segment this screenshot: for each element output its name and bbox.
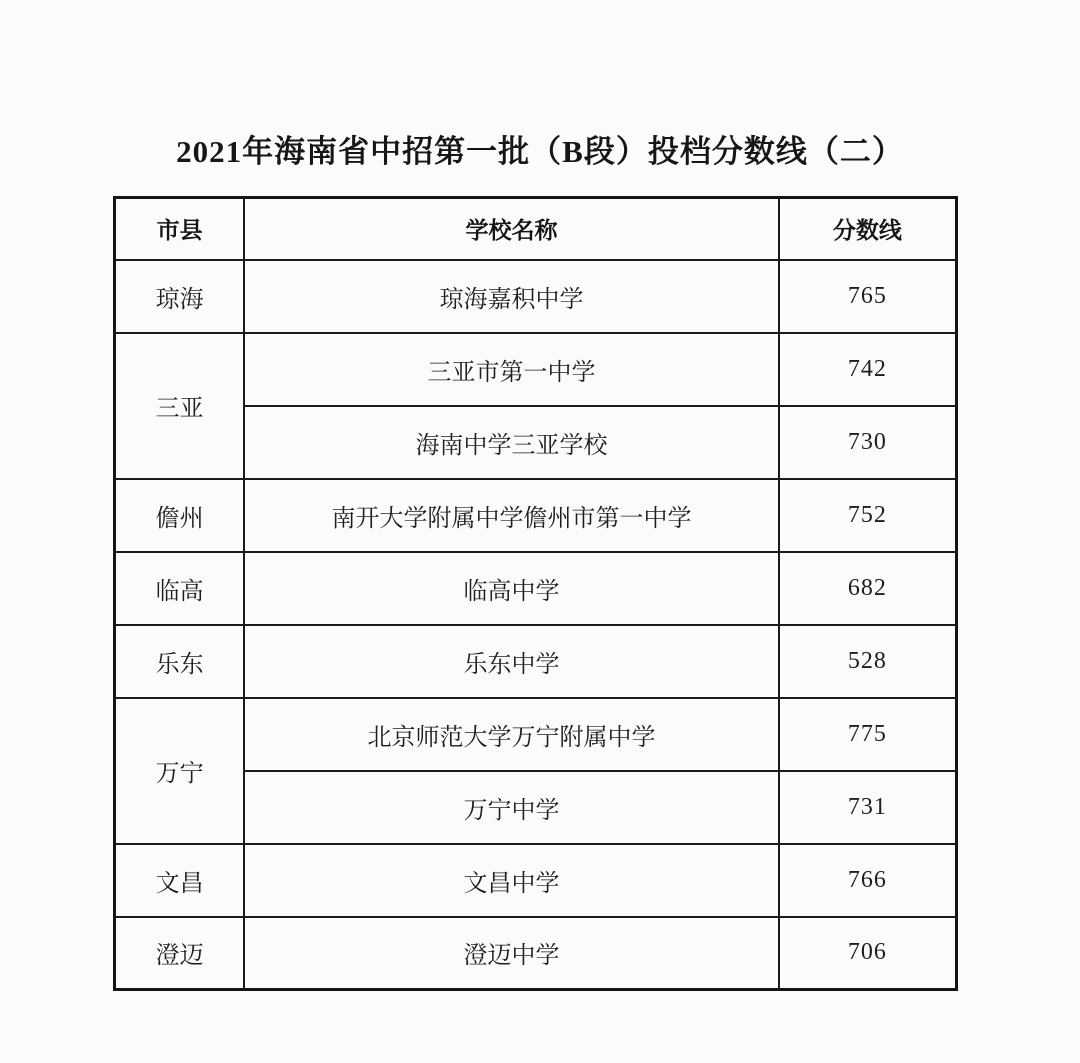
city-cell: 琼海	[115, 260, 245, 333]
table-row	[115, 844, 957, 917]
score-cell: 765	[779, 260, 957, 333]
school-cell: 三亚市第一中学	[244, 333, 779, 406]
school-cell: 临高中学	[244, 552, 779, 625]
table-row	[115, 333, 957, 406]
school-cell: 文昌中学	[244, 844, 779, 917]
score-cell: 752	[779, 479, 957, 552]
score-cell: 528	[779, 625, 957, 698]
school-cell: 乐东中学	[244, 625, 779, 698]
table-row	[115, 625, 957, 698]
city-cell: 三亚	[115, 333, 245, 479]
city-cell: 万宁	[115, 698, 245, 844]
city-cell: 儋州	[115, 479, 245, 552]
header-school: 学校名称	[244, 198, 779, 260]
score-cell: 682	[779, 552, 957, 625]
school-cell: 北京师范大学万宁附属中学	[244, 698, 779, 771]
school-cell: 万宁中学	[244, 771, 779, 844]
score-cell: 766	[779, 844, 957, 917]
table-header	[115, 198, 957, 260]
school-cell: 海南中学三亚学校	[244, 406, 779, 479]
header-city: 市县	[115, 198, 245, 260]
table-row	[115, 552, 957, 625]
score-cell: 706	[779, 917, 957, 990]
header-score: 分数线	[779, 198, 957, 260]
city-cell: 乐东	[115, 625, 245, 698]
score-cell: 775	[779, 698, 957, 771]
table-body	[115, 260, 957, 990]
score-table	[113, 196, 958, 991]
table-row	[115, 698, 957, 771]
table-row	[115, 479, 957, 552]
city-cell: 临高	[115, 552, 245, 625]
school-cell: 南开大学附属中学儋州市第一中学	[244, 479, 779, 552]
header-row	[115, 198, 957, 260]
table-row	[115, 917, 957, 990]
score-cell: 731	[779, 771, 957, 844]
city-cell: 文昌	[115, 844, 245, 917]
score-cell: 742	[779, 333, 957, 406]
table-row	[115, 260, 957, 333]
school-cell: 琼海嘉积中学	[244, 260, 779, 333]
score-cell: 730	[779, 406, 957, 479]
page-title: 2021年海南省中招第一批（B段）投档分数线（二）	[176, 134, 904, 169]
city-cell: 澄迈	[115, 917, 245, 990]
school-cell: 澄迈中学	[244, 917, 779, 990]
